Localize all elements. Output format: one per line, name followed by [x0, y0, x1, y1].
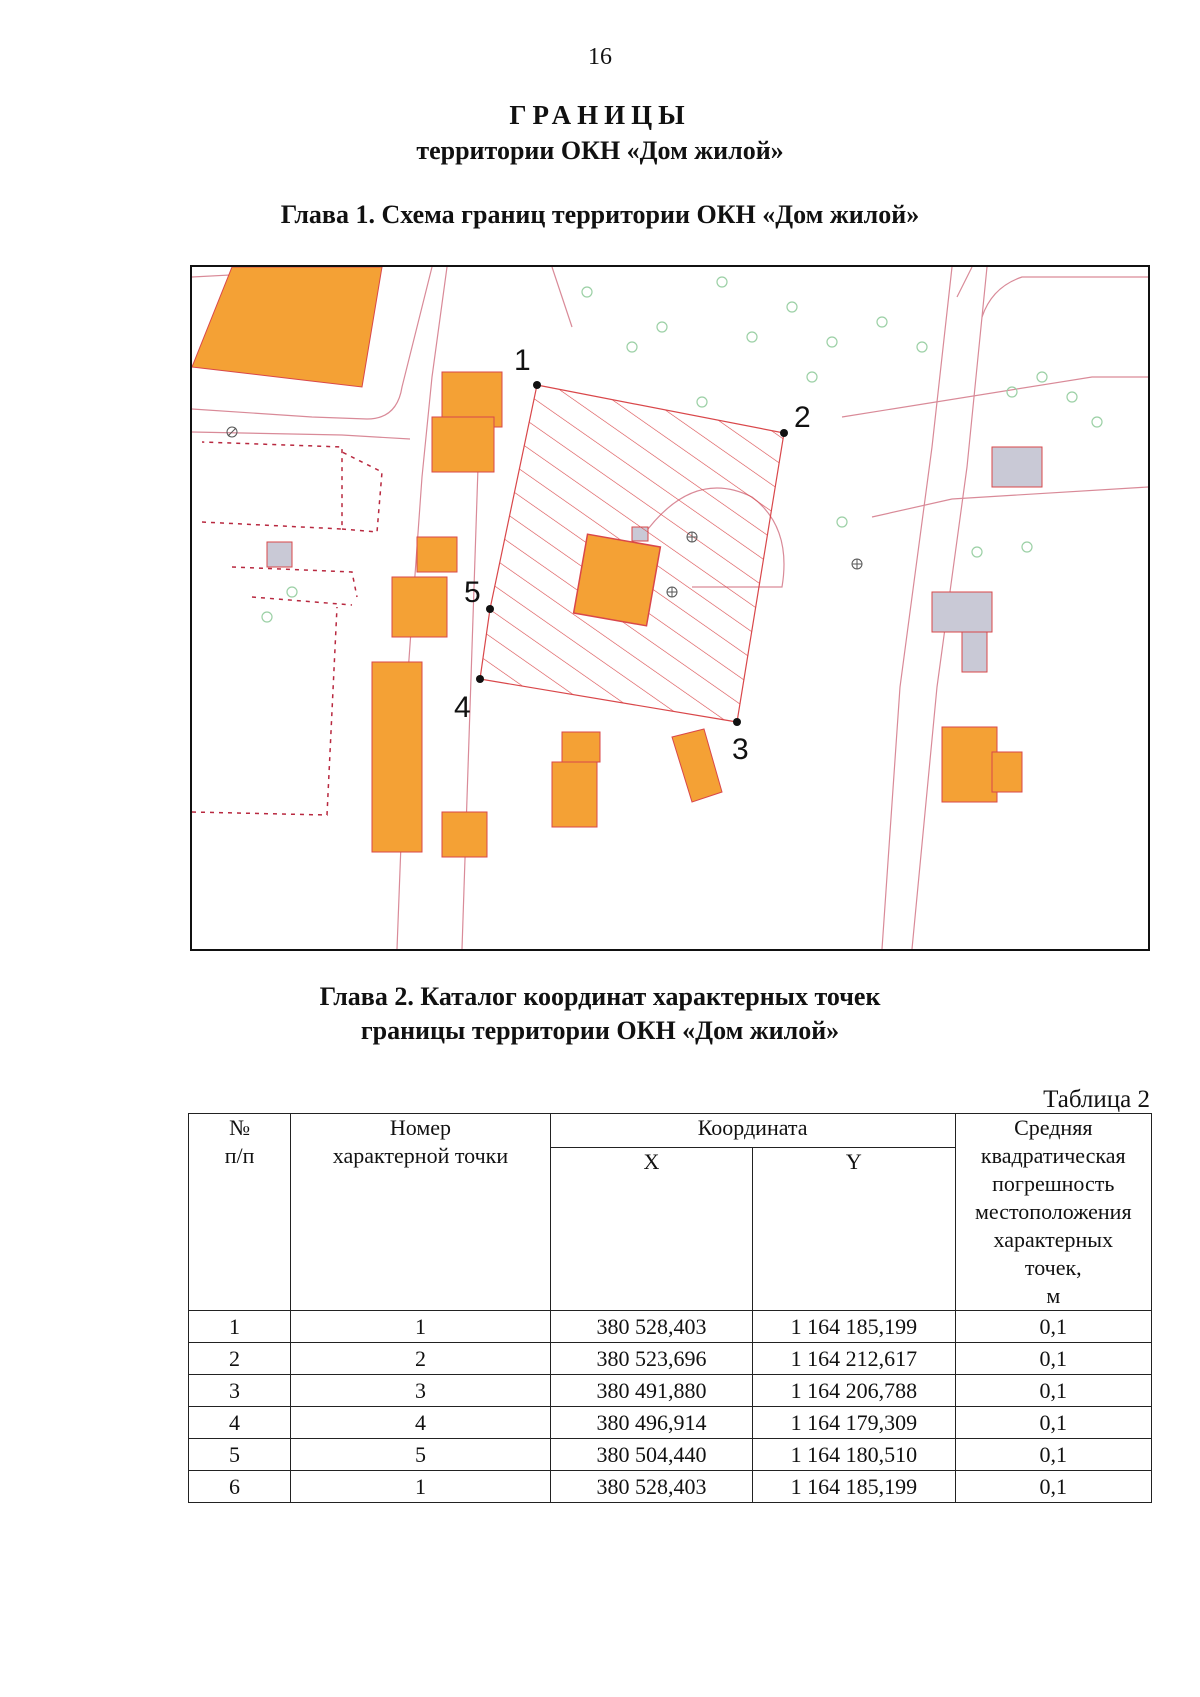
- boundary-point-3: [733, 718, 741, 726]
- page-title: ГРАНИЦЫ: [509, 100, 691, 130]
- header-x: X: [550, 1148, 752, 1311]
- table-body: [189, 1311, 1152, 1503]
- cell-point: 1: [291, 1311, 551, 1343]
- table-row: [189, 1343, 1152, 1375]
- table-row: [189, 1311, 1152, 1343]
- point-label-5: 5: [464, 576, 481, 609]
- cell-num: 1: [189, 1311, 291, 1343]
- cell-x: 380 528,403: [550, 1471, 752, 1503]
- cell-num: 6: [189, 1471, 291, 1503]
- table-label: Таблица 2: [1043, 1086, 1150, 1113]
- header-y: Y: [753, 1148, 955, 1311]
- cell-y: 1 164 185,199: [753, 1471, 955, 1503]
- point-label-4: 4: [454, 691, 471, 724]
- cell-x: 380 528,403: [550, 1311, 752, 1343]
- cell-num: 5: [189, 1439, 291, 1471]
- boundary-map: [190, 265, 1150, 951]
- header-error: Средняя квадратическая погрешность местоположения характерных точек, м: [955, 1114, 1151, 1311]
- boundary-map-svg: [192, 267, 1148, 949]
- cell-point: 4: [291, 1407, 551, 1439]
- table-row: [189, 1439, 1152, 1471]
- cell-y: 1 164 206,788: [753, 1375, 955, 1407]
- page-number: 16: [588, 44, 612, 70]
- table-row: [189, 1407, 1152, 1439]
- boundary-point-4: [476, 675, 484, 683]
- cell-num: 4: [189, 1407, 291, 1439]
- page-subtitle: территории ОКН «Дом жилой»: [416, 136, 784, 165]
- boundary-point-1: [533, 381, 541, 389]
- cell-num: 3: [189, 1375, 291, 1407]
- cell-y: 1 164 180,510: [753, 1439, 955, 1471]
- cell-error: 0,1: [955, 1343, 1151, 1375]
- boundary-point-2: [780, 429, 788, 437]
- cell-error: 0,1: [955, 1311, 1151, 1343]
- cell-point: 5: [291, 1439, 551, 1471]
- point-label-3: 3: [732, 733, 749, 766]
- cell-point: 2: [291, 1343, 551, 1375]
- fenced-parcels: [192, 442, 382, 815]
- cell-error: 0,1: [955, 1407, 1151, 1439]
- chapter1-heading: Глава 1. Схема границ территории ОКН «Дом жилой»: [280, 200, 920, 229]
- cell-point: 3: [291, 1375, 551, 1407]
- point-label-2: 2: [794, 401, 811, 434]
- cell-point: 1: [291, 1471, 551, 1503]
- boundary-point-5: [486, 605, 494, 613]
- table-row: [189, 1375, 1152, 1407]
- header-coordinate: Координата: [550, 1114, 955, 1148]
- cell-error: 0,1: [955, 1439, 1151, 1471]
- chapter2-heading: [0, 980, 1200, 1048]
- cell-num: 2: [189, 1343, 291, 1375]
- cell-error: 0,1: [955, 1375, 1151, 1407]
- cell-y: 1 164 212,617: [753, 1343, 955, 1375]
- chapter2-heading-line1: Глава 2. Каталог координат характерных точек: [319, 982, 881, 1011]
- cell-y: 1 164 185,199: [753, 1311, 955, 1343]
- cell-error: 0,1: [955, 1471, 1151, 1503]
- header-point: Номер характерной точки: [291, 1114, 551, 1311]
- cell-x: 380 523,696: [550, 1343, 752, 1375]
- point-label-1: 1: [514, 344, 531, 377]
- coordinates-table: [188, 1113, 1152, 1503]
- cell-x: 380 504,440: [550, 1439, 752, 1471]
- cell-x: 380 491,880: [550, 1375, 752, 1407]
- chapter2-heading-line2: границы территории ОКН «Дом жилой»: [360, 1016, 840, 1045]
- header-num: № п/п: [189, 1114, 291, 1311]
- cell-x: 380 496,914: [550, 1407, 752, 1439]
- cell-y: 1 164 179,309: [753, 1407, 955, 1439]
- okn-building: [574, 534, 661, 626]
- table-row: [189, 1471, 1152, 1503]
